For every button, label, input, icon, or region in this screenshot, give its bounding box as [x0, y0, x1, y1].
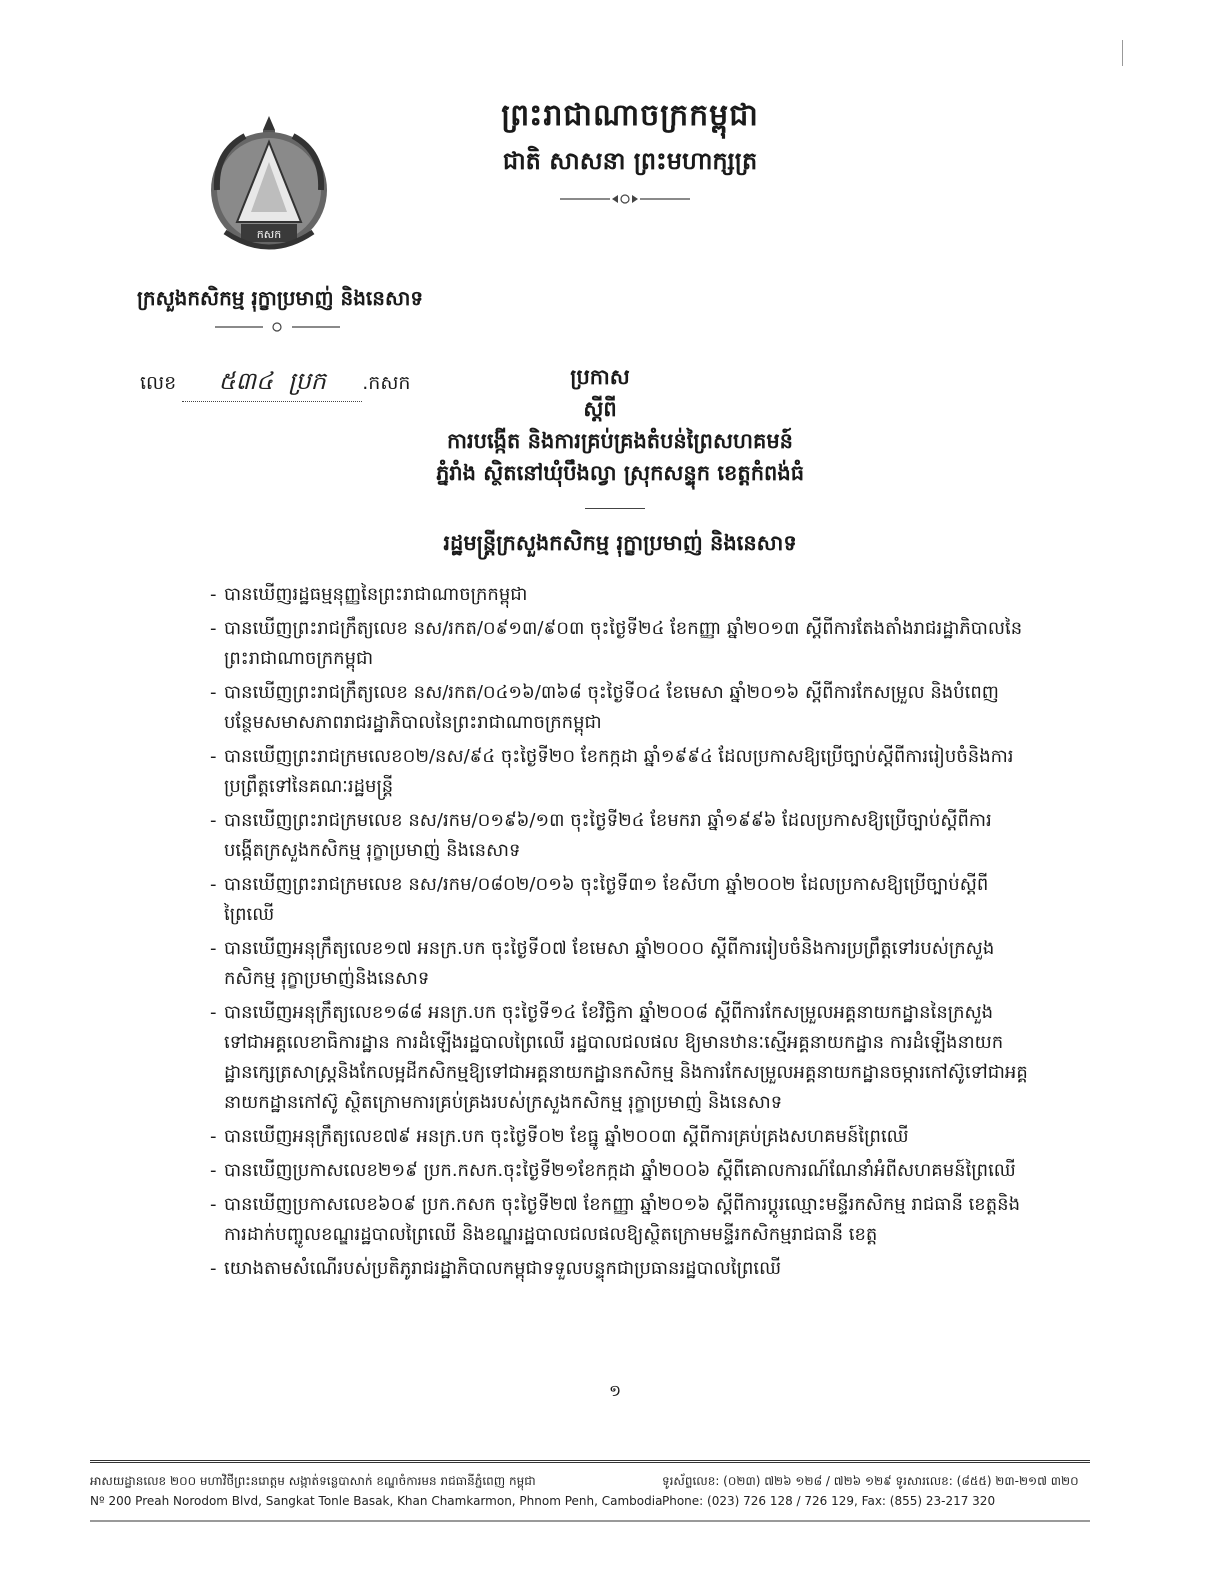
reference-dept: .កសក — [362, 372, 411, 394]
motto-ornament — [560, 192, 690, 206]
footer-phone-en: Phone: (023) 726 128 / 726 129, Fax: (855) 23-217 320 — [662, 1494, 996, 1508]
emblem-text: កសក — [256, 228, 282, 241]
national-motto: ជាតិ សាសនា ព្រះមហាក្សត្រ — [502, 147, 758, 175]
reference-handwritten-number: ៥៣៤ ប្រក — [182, 366, 362, 402]
issuer-title: រដ្ឋមន្ត្រីក្រសួងកសិកម្ម រុក្ខាប្រមាញ់ និងនេសាទ — [443, 531, 797, 555]
footer-phone-km: ទូរស័ព្ទលេខ: (០២៣) ៧២៦ ១២៨ / ៧២៦ ១២៩ ទូរសារលេខ: (៨៥៥) ២៣-២១៧ ៣២០ — [662, 1474, 1079, 1488]
list-item: - បានឃើញប្រកាសលេខ២១៩ ប្រក.កសក.ចុះថ្ងៃទី២១ខែកក្កដា ឆ្នាំ២០០៦ ស្តីពីគោលការណ៍ណែនាំអំពីសហគមន៍ព្រៃឈើ — [210, 1156, 1030, 1186]
document-about: ស្តីពី — [583, 397, 617, 421]
list-item: - បានឃើញអនុក្រឹត្យលេខ១៧ អនក្រ.បក ចុះថ្ងៃទី០៧ ខែមេសា ឆ្នាំ២០០០ ស្តីពីការរៀបចំនិងការប្រព្រឹត្តទៅរបស់ក្រសួងកសិកម្ម រុក្ខាប្រមាញ់និងនេសាទ — [210, 934, 1030, 994]
footer-rule — [90, 1460, 1090, 1463]
subject-line-2: ភ្នំរាំង ស្ថិតនៅឃុំបឹងល្វា ស្រុកសន្ទុក ខេត្តកំពង់ធំ — [435, 461, 805, 485]
preamble-list — [210, 580, 1030, 1288]
footer-bottom-rule — [90, 1520, 1090, 1522]
list-item: - បានឃើញព្រះរាជក្រឹត្យលេខ នស/រកត/០៩១៣/៩០៣ ចុះថ្ងៃទី២៤ ខែកញ្ញា ឆ្នាំ២០១៣ ស្តីពីការតែងតាំងរាជរដ្ឋាភិបាលនៃព្រះរាជាណាចក្រកម្ពុជា — [210, 614, 1030, 674]
ministry-ornament — [215, 320, 340, 334]
list-item: - បានឃើញអនុក្រឹត្យលេខ១៨៨ អនក្រ.បក ចុះថ្ងៃទី១៤ ខែវិច្ឆិកា ឆ្នាំ២០០៨ ស្តីពីការកែសម្រួលអគ្គនាយកដ្ឋាននៃក្រសួងទៅជាអគ្គលេខាធិការដ្ឋាន ការដំឡើងរដ្ឋបាលព្រៃឈើ រដ្ឋបាលជលផល ឱ្យមានឋានៈស្មើអគ្គនាយកដ្ឋាន ការដំឡើងនាយកដ្ឋានក្សេត្រសាស្ត្រនិងកែលម្អដីកសិកម្មឱ្យទៅជាអគ្គនាយកដ្ឋានកសិកម្ម និងការកែសម្រួលអគ្គនាយកដ្ឋានចម្ការកៅស៊ូទៅជាអគ្គនាយកដ្ឋានកៅស៊ូ ស្ថិតក្រោមការគ្រប់គ្រងរបស់ក្រសួងកសិកម្ម រុក្ខាប្រមាញ់ និងនេសាទ — [210, 998, 1030, 1118]
page-number: ១ — [608, 1381, 622, 1400]
list-item: - បានឃើញព្រះរាជក្រមលេខ នស/រកម/០១៩៦/១៣ ចុះថ្ងៃទី២៤ ខែមករា ឆ្នាំ១៩៩៦ ដែលប្រកាសឱ្យប្រើច្បាប់ស្តីពីការបង្កើតក្រសួងកសិកម្ម រុក្ខាប្រមាញ់ និងនេសាទ — [210, 806, 1030, 866]
ministry-emblem — [205, 112, 333, 260]
document-type: ប្រកាស — [570, 365, 630, 389]
list-item: - បានឃើញប្រកាសលេខ៦០៩ ប្រក.កសក ចុះថ្ងៃទី២៧ ខែកញ្ញា ឆ្នាំ២០១៦ ស្តីពីការប្តូរឈ្មោះមន្ទីរកសិកម្ម រាជធានី ខេត្តនិងការដាក់បញ្ចូលខណ្ឌរដ្ឋបាលព្រៃឈើ និងខណ្ឌរដ្ឋបាលជលផលឱ្យស្ថិតក្រោមមន្ទីរកសិកម្មរាជធានី ខេត្ត — [210, 1190, 1030, 1250]
ministry-name: ក្រសួងកសិកម្ម រុក្ខាប្រមាញ់ និងនេសាទ — [136, 286, 424, 310]
title-divider — [585, 508, 645, 509]
reference-label: លេខ — [140, 372, 177, 394]
list-item: - បានឃើញរដ្ឋធម្មនុញ្ញនៃព្រះរាជាណាចក្រកម្ពុជា — [210, 580, 1030, 610]
kingdom-title: ព្រះរាជាណាចក្រកម្ពុជា — [501, 98, 759, 133]
footer-address-en: Nº 200 Preah Norodom Blvd, Sangkat Tonle Basak, Khan Chamkarmon, Phnom Penh, Cambodia — [90, 1494, 663, 1508]
scan-edge-mark — [1122, 40, 1123, 66]
list-item: - បានឃើញព្រះរាជក្រមលេខ នស/រកម/០៨០២/០១៦ ចុះថ្ងៃទី៣១ ខែសីហា ឆ្នាំ២០០២ ដែលប្រកាសឱ្យប្រើច្បាប់ស្តីពីព្រៃឈើ — [210, 870, 1030, 930]
list-item: - បានឃើញព្រះរាជក្រមលេខ០២/នស/៩៤ ចុះថ្ងៃទី២០ ខែកក្កដា ឆ្នាំ១៩៩៤ ដែលប្រកាសឱ្យប្រើច្បាប់ស្តីពីការរៀបចំនិងការប្រព្រឹត្តទៅនៃគណៈរដ្ឋមន្ត្រី — [210, 742, 1030, 802]
footer-address-km: អាសយដ្ឋានលេខ ២០០ មហាវិថីព្រះនរោត្តម សង្កាត់ទន្លេបាសាក់ ខណ្ឌចំការមន រាជធានីភ្នំពេញ កម្ពុជា — [90, 1474, 536, 1488]
list-item: - បានឃើញអនុក្រឹត្យលេខ៧៩ អនក្រ.បក ចុះថ្ងៃទី០២ ខែធ្នូ ឆ្នាំ២០០៣ ស្តីពីការគ្រប់គ្រងសហគមន៍ព្រៃឈើ — [210, 1122, 1030, 1152]
subject-line-1: ការបង្កើត និងការគ្រប់គ្រងតំបន់ព្រៃសហគមន៍ — [447, 429, 793, 453]
list-item: - បានឃើញព្រះរាជក្រឹត្យលេខ នស/រកត/០៤១៦/៣៦៨ ចុះថ្ងៃទី០៤ ខែមេសា ឆ្នាំ២០១៦ ស្តីពីការកែសម្រួល និងបំពេញបន្ថែមសមាសភាពរាជរដ្ឋាភិបាលនៃព្រះរាជាណាចក្រកម្ពុជា — [210, 678, 1030, 738]
reference-number — [140, 366, 411, 402]
list-item: - យោងតាមសំណើរបស់ប្រតិភូរាជរដ្ឋាភិបាលកម្ពុជាទទួលបន្ទុកជាប្រធានរដ្ឋបាលព្រៃឈើ — [210, 1254, 1030, 1284]
